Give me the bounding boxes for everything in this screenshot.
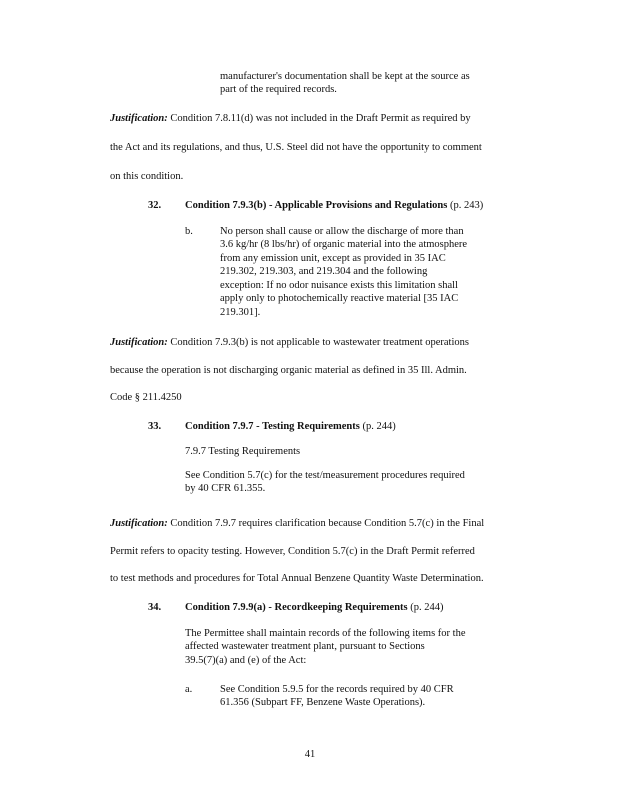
text-line: Permit refers to opacity testing. However, Condition 5.7(c) in the Draft Permit referred xyxy=(110,546,475,557)
continuation-text xyxy=(220,70,470,97)
quoted-provision xyxy=(220,683,454,710)
text-line: to test methods and procedures for Total Annual Benzene Quantity Waste Determination. xyxy=(110,573,484,584)
condition-title: Condition 7.9.7 - Testing Requirements xyxy=(185,421,360,432)
item-number: 34. xyxy=(148,602,162,613)
text-line: 7.9.7 Testing Requirements xyxy=(185,446,301,457)
page-number: 41 xyxy=(304,749,316,760)
text-line: Condition 7.8.11(d) was not included in the Draft Permit as required by xyxy=(170,113,471,124)
text-line: Code § 211.4250 xyxy=(110,392,182,403)
page-ref: (p. 243) xyxy=(449,200,484,211)
condition-heading xyxy=(185,199,483,212)
text-line: on this condition. xyxy=(110,171,184,182)
justification-label: Justification: xyxy=(110,113,168,124)
text-line: 3.6 kg/hr (8 lbs/hr) of organic material into the atmosphere xyxy=(220,239,468,251)
text-line: 219.301]. xyxy=(220,306,261,318)
text-line: apply only to photochemically reactive material [35 IAC xyxy=(220,293,459,305)
condition-title: Condition 7.9.3(b) - Applicable Provisions and Regulations xyxy=(185,200,448,211)
text-line: 39.5(7)(a) and (e) of the Act: xyxy=(185,654,307,666)
text-line: affected wastewater treatment plant, pursuant to Sections xyxy=(185,641,425,653)
justification-3 xyxy=(110,517,484,530)
text-line: See Condition 5.7(c) for the test/measurement procedures required xyxy=(185,470,465,481)
condition-heading xyxy=(185,420,396,433)
text-line: Condition 7.9.7 requires clarification because Condition 5.7(c) in the Final xyxy=(170,518,485,529)
quoted-provision xyxy=(185,627,466,667)
text-line: manufacturer's documentation shall be kept at the source as xyxy=(220,71,470,82)
text-line: exception: If no odor nuisance exists this limitation shall xyxy=(220,279,458,291)
sub-label: b. xyxy=(185,226,193,237)
text-line: part of the required records. xyxy=(220,84,337,96)
text-line: No person shall cause or allow the discharge of more than xyxy=(220,226,464,237)
text-line: The Permittee shall maintain records of the following items for the xyxy=(185,628,466,639)
condition-heading xyxy=(185,601,444,614)
text-line: because the operation is not discharging organic material as defined in 35 Ill. Admin. xyxy=(110,365,467,376)
text-line: See Condition 5.9.5 for the records required by 40 CFR xyxy=(220,684,454,695)
justification-label: Justification: xyxy=(110,518,168,529)
text-line: 219.302, 219.303, and 219.304 and the following xyxy=(220,266,428,278)
condition-title: Condition 7.9.9(a) - Recordkeeping Requirements xyxy=(185,602,408,613)
quoted-provision xyxy=(220,225,467,319)
text-line: the Act and its regulations, and thus, U.S. Steel did not have the opportunity to comment xyxy=(110,142,482,153)
text-line: Condition 7.9.3(b) is not applicable to wastewater treatment operations xyxy=(170,337,469,348)
text-line: by 40 CFR 61.355. xyxy=(185,483,266,495)
page-ref: (p. 244) xyxy=(410,602,444,613)
sub-label: a. xyxy=(185,684,193,695)
quoted-provision xyxy=(185,469,465,496)
text-line: from any emission unit, except as provided in 35 IAC xyxy=(220,252,446,264)
text-line: 61.356 (Subpart FF, Benzene Waste Operations). xyxy=(220,697,426,709)
justification-2 xyxy=(110,336,469,349)
item-number: 33. xyxy=(148,421,162,432)
item-number: 32. xyxy=(148,200,162,211)
justification-label: Justification: xyxy=(110,337,168,348)
justification-1 xyxy=(110,112,471,125)
page-ref: (p. 244) xyxy=(362,421,396,432)
